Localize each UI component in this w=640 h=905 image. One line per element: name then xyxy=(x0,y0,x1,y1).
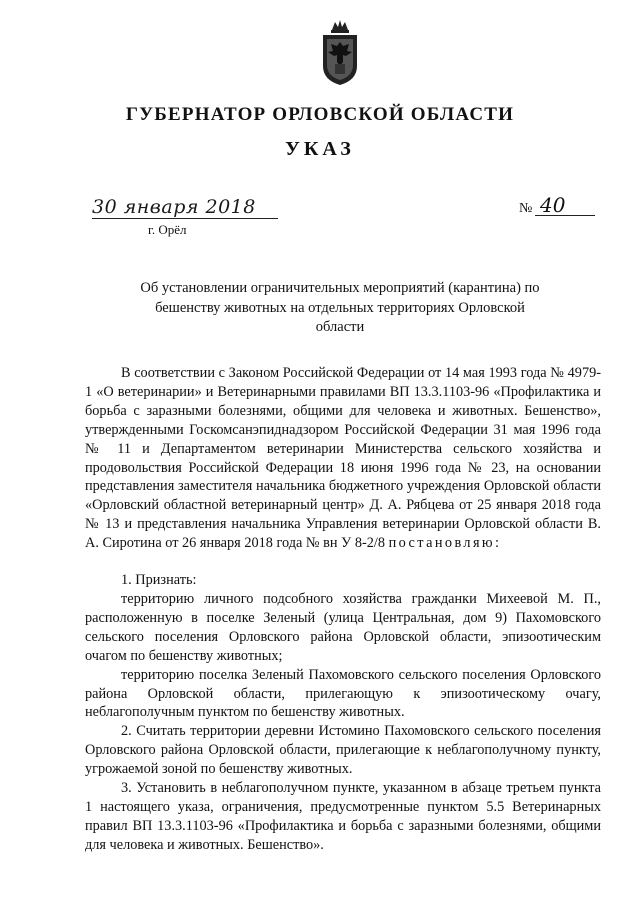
document-type: УКАЗ xyxy=(285,138,355,160)
preamble-paragraph xyxy=(85,364,601,553)
list-item: территорию личного подсобного хозяйства гражданки Михеевой М. П., расположенную в поселке Зеленый (улица Центральная, дом 9) Пахомовского сельского поселения Орловского района Орловской области, эпизоотическим очагом по бешенству животных; xyxy=(85,590,601,664)
issuing-authority: ГУБЕРНАТОР ОРЛОВСКОЙ ОБЛАСТИ xyxy=(125,104,515,125)
number-underline xyxy=(535,215,595,216)
document-date: 30 января 2018 xyxy=(92,196,256,218)
document-body xyxy=(85,364,601,855)
list-item: территорию поселка Зеленый Пахомовского сельского поселения Орловского района Орловской области, прилегающую к эпизоотическому очагу, неблагополучным пунктом по бешенству животных. xyxy=(85,666,601,721)
number-label: № xyxy=(519,201,533,216)
document-number: 40 xyxy=(540,193,566,217)
document-city: г. Орёл xyxy=(148,222,187,237)
coat-of-arms-icon xyxy=(318,18,362,88)
date-underline xyxy=(92,218,278,219)
list-item: 3. Установить в неблагополучном пункте, указанном в абзаце третьем пункта 1 настоящего указа, ограничения, предусмотренные пунктом 5.5 Ветеринарных правил ВП 13.3.1103-96 «Профилактика и борьба с заразными болезнями, общими для человека и животных. Бешенство». xyxy=(85,780,601,853)
decree-word: постановляю: xyxy=(388,535,502,552)
preamble-text: В соответствии с Законом Российской Федерации от 14 мая 1993 года № 4979-1 «О ветеринарии» и Ветеринарными правилами ВП 13.3.1103-96 «Профилактика и борьба с заразными болезнями, общими для человека и животных. Бешенство», утвержденными Госкомсанэпиднадзором Российской Федерации 31 мая 1996 года № 11 и Департаментом ветеринарии Министерства сельского хозяйства и продовольствия Российской Федерации 18 июня 1996 года № 23, на основании представления заместителя начальника бюджетного учреждения Орловской области «Орловский областной ветеринарный центр» Д. А. Рябцева от 25 января 2018 года № 13 и представления начальника Управления ветеринарии Орловской области В. А. Сиротина от 26 января 2018 года № вн У 8-2/8 xyxy=(85,365,601,552)
document-title: Об установлении ограничительных мероприятий (карантина) по бешенству животных на отдельных территориях Орловской области xyxy=(140,280,540,335)
list-item: 2. Считать территории деревни Истомино Пахомовского сельского поселения Орловского района Орловской области, прилегающие к неблагополучному пункту, угрожаемой зоной по бешенству животных. xyxy=(85,723,601,778)
list-item: 1. Признать: xyxy=(121,572,197,589)
